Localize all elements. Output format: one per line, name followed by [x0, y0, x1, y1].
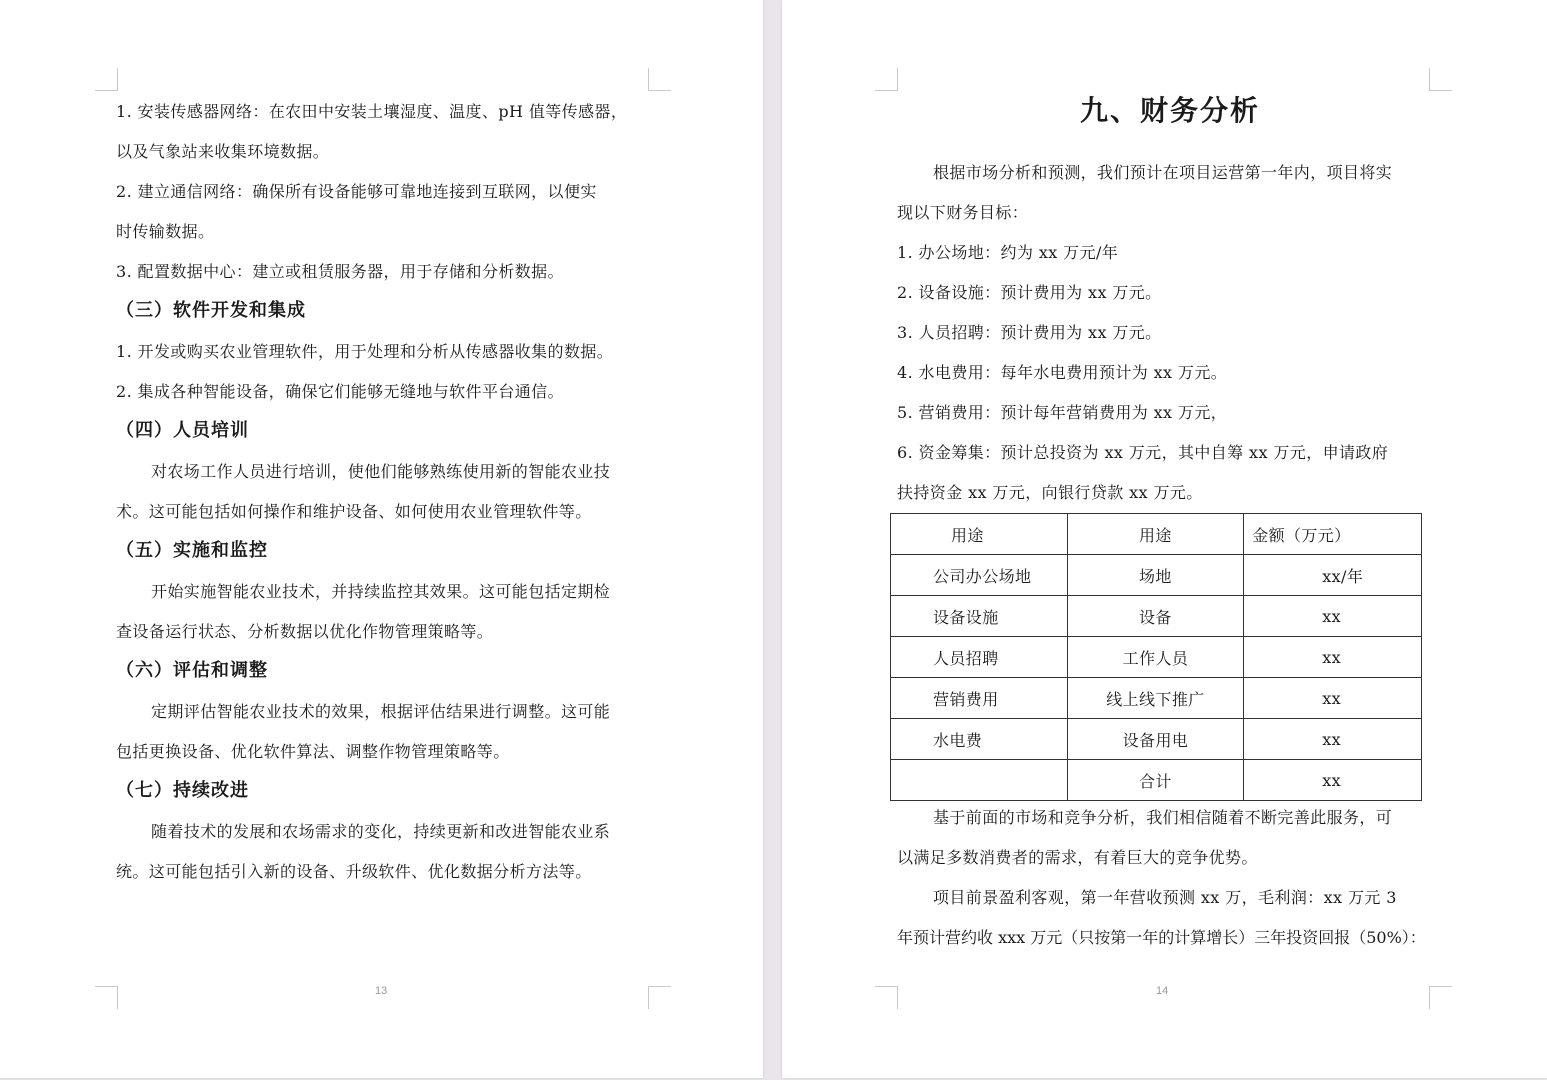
paragraph-line: 以满足多数消费者的需求，有着巨大的竞争优势。	[897, 848, 1258, 867]
paragraph-line: 随着技术的发展和农场需求的变化，持续更新和改进智能农业系	[151, 822, 611, 841]
section-heading: （四）人员培训	[116, 420, 249, 441]
table-total-row	[891, 760, 1422, 801]
paragraph-line: 统。这可能包括引入新的设备、升级软件、优化数据分析方法等。	[116, 862, 592, 881]
paragraph-line: 包括更换设备、优化软件算法、调整作物管理策略等。	[116, 742, 510, 761]
table-cell: 工作人员	[1067, 637, 1244, 678]
list-item: 4. 水电费用：每年水电费用预计为 xx 万元。	[897, 363, 1228, 382]
margin-corner-mark	[875, 68, 898, 91]
list-item: 1. 办公场地：约为 xx 万元/年	[897, 243, 1119, 262]
paragraph-line: 2. 集成各种智能设备，确保它们能够无缝地与软件平台通信。	[116, 382, 564, 401]
page-number: 13	[375, 985, 388, 997]
paragraph-line: 对农场工作人员进行培训，使他们能够熟练使用新的智能农业技	[151, 462, 611, 481]
table-cell: 场地	[1067, 555, 1244, 596]
table-row	[891, 555, 1422, 596]
list-item: 3. 人员招聘：预计费用为 xx 万元。	[897, 323, 1162, 342]
table-header-cell: 用途	[1067, 514, 1244, 555]
paragraph-line: 开始实施智能农业技术，并持续监控其效果。这可能包括定期检	[151, 582, 611, 601]
margin-corner-mark	[1429, 68, 1452, 91]
table-cell: xx/年	[1244, 555, 1422, 596]
paragraph-line: 基于前面的市场和竞争分析，我们相信随着不断完善此服务，可	[933, 808, 1393, 827]
paragraph-line: 年预计营约收 xxx 万元（只按第一年的计算增长）三年投资回报（50%）：	[897, 928, 1426, 947]
paragraph-line: 3. 配置数据中心：建立或租赁服务器，用于存储和分析数据。	[116, 262, 564, 281]
table-cell: xx	[1244, 719, 1422, 760]
section-heading: （三）软件开发和集成	[116, 300, 306, 321]
table-cell: 设备	[1067, 596, 1244, 637]
list-item: 5. 营销费用：预计每年营销费用为 xx 万元，	[897, 403, 1228, 422]
paragraph-line: 项目前景盈利客观，第一年营收预测 xx 万，毛利润：xx 万元 3	[933, 888, 1397, 907]
table-cell	[891, 760, 1068, 801]
table-cell: 设备用电	[1067, 719, 1244, 760]
table-row	[891, 719, 1422, 760]
margin-corner-mark	[95, 986, 118, 1009]
section-heading: （七）持续改进	[116, 780, 249, 801]
margin-corner-mark	[648, 68, 671, 91]
table-cell: xx	[1244, 760, 1422, 801]
table-row	[891, 596, 1422, 637]
table-header-cell: 金额（万元）	[1244, 514, 1422, 555]
paragraph-line: 现以下财务目标：	[897, 203, 1029, 222]
list-item: 2. 设备设施：预计费用为 xx 万元。	[897, 283, 1162, 302]
table-cell: xx	[1244, 596, 1422, 637]
table-cell: 营销费用	[891, 678, 1068, 719]
list-item: 6. 资金筹集：预计总投资为 xx 万元，其中自筹 xx 万元，申请政府	[897, 443, 1389, 462]
document-page-13	[0, 0, 763, 1078]
paragraph-line: 2. 建立通信网络：确保所有设备能够可靠地连接到互联网，以便实	[116, 182, 597, 201]
page-title: 九、财务分析	[1080, 94, 1261, 127]
margin-corner-mark	[875, 986, 898, 1009]
margin-corner-mark	[95, 68, 118, 91]
section-heading: （六）评估和调整	[116, 660, 268, 681]
paragraph-line: 查设备运行状态、分析数据以优化作物管理策略等。	[116, 622, 494, 641]
table-cell: 水电费	[891, 719, 1068, 760]
document-page-14	[782, 0, 1547, 1078]
table-cell: 公司办公场地	[891, 555, 1068, 596]
table-header-cell: 用途	[891, 514, 1068, 555]
paragraph-line: 1. 安装传感器网络：在农田中安装土壤湿度、温度、pH 值等传感器，	[116, 102, 628, 121]
margin-corner-mark	[1429, 986, 1452, 1009]
table-cell: 线上线下推广	[1067, 678, 1244, 719]
table-row	[891, 637, 1422, 678]
paragraph-line: 时传输数据。	[116, 222, 215, 241]
margin-corner-mark	[648, 986, 671, 1009]
paragraph-line: 扶持资金 xx 万元，向银行贷款 xx 万元。	[897, 483, 1203, 502]
page-number: 14	[1156, 985, 1169, 997]
section-heading: （五）实施和监控	[116, 540, 268, 561]
paragraph-line: 定期评估智能农业技术的效果，根据评估结果进行调整。这可能	[151, 702, 611, 721]
table-cell: xx	[1244, 637, 1422, 678]
table-cell: xx	[1244, 678, 1422, 719]
table-row	[891, 678, 1422, 719]
table-header-row	[891, 514, 1422, 555]
table-cell: 合计	[1067, 760, 1244, 801]
paragraph-line: 1. 开发或购买农业管理软件，用于处理和分析从传感器收集的数据。	[116, 342, 614, 361]
table-cell: 设备设施	[891, 596, 1068, 637]
paragraph-line: 以及气象站来收集环境数据。	[116, 142, 330, 161]
finance-table	[890, 513, 1422, 801]
paragraph-line: 术。这可能包括如何操作和维护设备、如何使用农业管理软件等。	[116, 502, 592, 521]
table-cell: 人员招聘	[891, 637, 1068, 678]
paragraph-line: 根据市场分析和预测，我们预计在项目运营第一年内，项目将实	[933, 163, 1393, 182]
